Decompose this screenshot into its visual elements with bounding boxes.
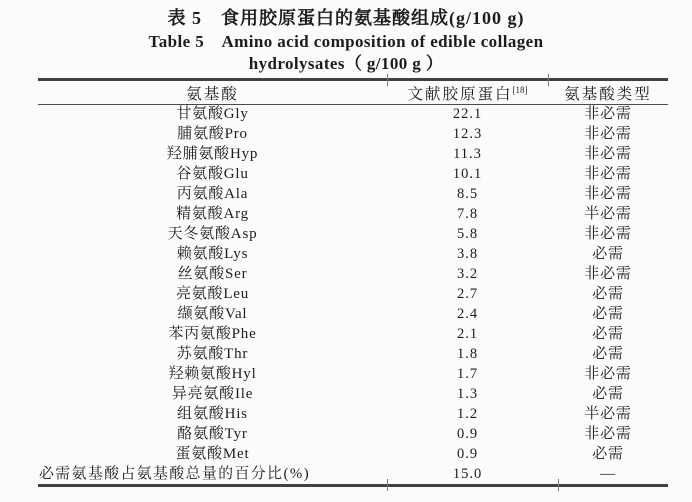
amino-acid-name: 羟赖氨酸Hyl (168, 366, 257, 382)
table-row (38, 325, 668, 345)
amino-acid-name: 天冬氨酸Asp (167, 226, 258, 242)
table-row (38, 165, 668, 185)
amino-acid-name: 苯丙氨酸Phe (168, 326, 257, 342)
amino-acid-type: 必需 (592, 306, 624, 322)
col-header-literature-collagen-label: 文献胶原蛋白 (407, 85, 513, 103)
amino-acid-type: 必需 (592, 246, 624, 262)
amino-acid-name: 缬氨酸Val (177, 306, 248, 322)
amino-acid-name: 赖氨酸Lys (176, 246, 249, 262)
amino-acid-name: 羟脯氨酸Hyp (166, 146, 259, 162)
header-row (38, 80, 668, 105)
amino-acid-name: 丝氨酸Ser (177, 266, 248, 282)
amino-acid-name: 苏氨酸Thr (176, 346, 249, 362)
amino-acid-value: 2.7 (456, 286, 479, 302)
amino-acid-value: 3.8 (456, 246, 479, 262)
table-row-summary (38, 465, 668, 486)
amino-acid-value: 12.3 (452, 126, 483, 142)
amino-acid-type: 必需 (592, 326, 624, 342)
amino-acid-table (38, 78, 668, 487)
amino-acid-value: 8.5 (456, 186, 479, 202)
amino-acid-value: 7.8 (456, 206, 479, 222)
amino-acid-type: 必需 (592, 386, 624, 402)
table-row (38, 145, 668, 165)
amino-acid-value: 1.8 (456, 346, 479, 362)
col-header-amino-acid: 氨基酸 (38, 80, 387, 105)
amino-acid-name: 亮氨酸Leu (175, 286, 250, 302)
amino-acid-value: 5.8 (456, 226, 479, 242)
col-header-amino-acid-type: 氨基酸类型 (548, 80, 668, 105)
table-caption-en-line1: Table 5 Amino acid composition of edible collagen (148, 32, 544, 51)
amino-acid-type: 必需 (592, 446, 624, 462)
data-table (38, 78, 668, 487)
table-row (38, 345, 668, 365)
summary-value: 15.0 (452, 465, 483, 482)
amino-acid-type: 非必需 (584, 126, 632, 142)
table-row (38, 105, 668, 125)
amino-acid-name: 丙氨酸Ala (176, 186, 249, 202)
amino-acid-name: 谷氨酸Glu (176, 166, 249, 182)
table-row (38, 445, 668, 465)
table-row (38, 205, 668, 225)
amino-acid-type: 非必需 (584, 166, 632, 182)
table-row (38, 365, 668, 385)
amino-acid-value: 22.1 (452, 106, 483, 123)
amino-acid-name: 组氨酸His (177, 406, 248, 422)
table-caption-zh: 表 5 食用胶原蛋白的氨基酸组成(g/100 g) (167, 8, 525, 28)
column-divider-tick (387, 479, 388, 491)
amino-acid-type: 非必需 (584, 366, 632, 382)
amino-acid-value: 10.1 (452, 166, 483, 182)
amino-acid-type: 半必需 (584, 406, 632, 422)
table-row (38, 385, 668, 405)
amino-acid-value: 11.3 (453, 146, 482, 162)
amino-acid-type: 非必需 (584, 146, 632, 162)
amino-acid-value: 1.3 (456, 386, 479, 402)
table-row (38, 405, 668, 425)
amino-acid-type: 非必需 (584, 226, 632, 242)
table-caption (0, 0, 692, 74)
table-row (38, 265, 668, 285)
table-row (38, 185, 668, 205)
reference-superscript: [18] (512, 84, 528, 95)
table-row (38, 285, 668, 305)
amino-acid-name: 精氨酸Arg (176, 206, 249, 222)
amino-acid-type: 半必需 (584, 206, 632, 222)
amino-acid-type: 非必需 (584, 186, 632, 202)
amino-acid-type: 非必需 (584, 426, 632, 442)
table-caption-en-line2: hydrolysates（ g/100 g ） (248, 54, 444, 73)
amino-acid-type: 非必需 (584, 266, 632, 282)
table-row (38, 305, 668, 325)
table-row (38, 425, 668, 445)
amino-acid-value: 2.1 (456, 326, 479, 342)
amino-acid-value: 0.9 (456, 426, 479, 442)
amino-acid-type: 非必需 (584, 106, 632, 123)
table-row (38, 245, 668, 265)
amino-acid-name: 蛋氨酸Met (175, 446, 250, 462)
amino-acid-value: 2.4 (456, 306, 479, 322)
amino-acid-value: 1.7 (456, 366, 479, 382)
amino-acid-value: 0.9 (456, 446, 479, 462)
column-divider-tick (387, 74, 388, 86)
column-divider-tick (548, 74, 549, 86)
amino-acid-name: 甘氨酸Gly (176, 106, 249, 123)
amino-acid-type: 必需 (592, 346, 624, 362)
amino-acid-type: 必需 (592, 286, 624, 302)
amino-acid-name: 脯氨酸Pro (177, 126, 248, 142)
column-divider-tick (558, 479, 559, 491)
summary-type: — (600, 465, 616, 482)
col-header-literature-collagen (387, 80, 548, 105)
summary-label: 必需氨基酸占氨基酸总量的百分比(%) (39, 465, 311, 482)
amino-acid-name: 酪氨酸Tyr (177, 426, 248, 442)
amino-acid-value: 1.2 (456, 406, 479, 422)
table-row (38, 225, 668, 245)
amino-acid-value: 3.2 (456, 266, 479, 282)
amino-acid-name: 异亮氨酸Ile (171, 386, 254, 402)
table-row (38, 125, 668, 145)
